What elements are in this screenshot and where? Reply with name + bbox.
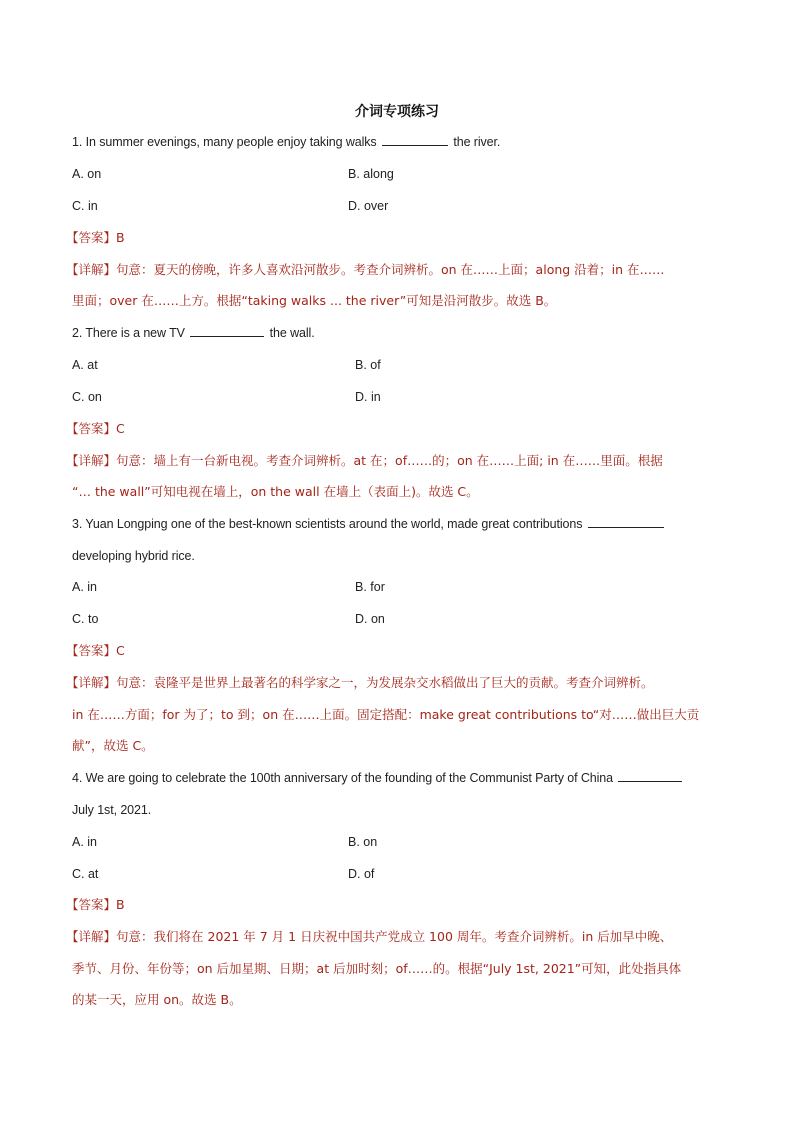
question-3-option-b: B. for — [355, 580, 385, 594]
question-3-detail-line-1 — [66, 674, 716, 692]
answer-value: C — [116, 421, 125, 436]
detail-tag: 【详解】 — [66, 675, 117, 690]
question-4-blank — [618, 769, 682, 782]
question-2-option-a: A. at — [72, 358, 98, 372]
question-2-blank — [190, 324, 264, 337]
answer-tag: 【答案】 — [66, 421, 117, 436]
detail-tag: 【详解】 — [66, 929, 117, 944]
question-4-detail-line-3: 的某一天，应用 on。故选 B。 — [72, 992, 242, 1007]
question-4-option-c: C. at — [72, 867, 99, 881]
question-1-stem — [72, 133, 732, 151]
answer-value: B — [116, 897, 125, 912]
question-4-option-d: D. of — [348, 867, 375, 881]
question-2-option-b: B. of — [355, 358, 381, 372]
page-title: 介词专项练习 — [355, 104, 439, 120]
question-4-detail-line-1 — [66, 928, 716, 946]
question-3-stem-continued: developing hybrid rice. — [72, 549, 195, 563]
question-3-answer — [66, 642, 125, 660]
question-3-blank — [588, 515, 664, 528]
question-4-answer — [66, 896, 125, 914]
question-4-option-a: A. in — [72, 835, 98, 849]
question-1-option-b: B. along — [348, 167, 394, 181]
question-1-stem-end: the river. — [449, 135, 501, 149]
detail-text: 句意：夏天的傍晚，许多人喜欢沿河散步。考查介词辨析。on 在……上面；along 沿着；in 在…… — [116, 262, 665, 277]
detail-tag: 【详解】 — [66, 453, 117, 468]
question-1-option-a: A. on — [72, 167, 102, 181]
question-1-option-d: D. over — [348, 199, 389, 213]
question-2-option-d: D. in — [355, 390, 381, 404]
question-2-detail-line-2: “… the wall”可知电视在墙上，on the wall 在墙上（表面上)。故选 C。 — [72, 484, 479, 499]
question-2-stem-text: 2. There is a new TV — [72, 326, 189, 340]
answer-value: B — [116, 230, 125, 245]
question-3-stem-text: 3. Yuan Longping one of the best-known scientists around the world, made great contributions — [72, 517, 586, 531]
question-4-stem-text: 4. We are going to celebrate the 100th anniversary of the founding of the Communist Party of China — [72, 771, 617, 785]
question-1-answer — [66, 229, 125, 247]
answer-tag: 【答案】 — [66, 897, 117, 912]
question-4-detail-line-2: 季节、月份、年份等；on 后加星期、日期；at 后加时刻；of……的。根据“July 1st, 2021”可知，此处指具体 — [72, 961, 682, 976]
question-3-detail-line-3: 献”，故选 C。 — [72, 738, 154, 753]
detail-tag: 【详解】 — [66, 262, 117, 277]
question-2-stem-end: the wall. — [266, 326, 315, 340]
question-3-detail-line-2: in 在……方面；for 为了；to 到；on 在……上面。固定搭配：make great contributions to“对……做出巨大贡 — [72, 707, 700, 722]
question-3-option-d: D. on — [355, 612, 385, 626]
question-4-stem — [72, 769, 732, 787]
question-3-option-c: C. to — [72, 612, 99, 626]
question-2-stem — [72, 324, 732, 342]
answer-value: C — [116, 643, 125, 658]
question-2-detail-line-1 — [66, 452, 716, 470]
question-2-option-c: C. on — [72, 390, 102, 404]
question-4-stem-continued: July 1st, 2021. — [72, 803, 152, 817]
answer-tag: 【答案】 — [66, 230, 117, 245]
question-1-detail-line-2: 里面；over 在……上方。根据“taking walks ... the river”可知是沿河散步。故选 B。 — [72, 293, 557, 308]
question-3-option-a: A. in — [72, 580, 98, 594]
question-1-option-c: C. in — [72, 199, 98, 213]
detail-text: 句意：袁隆平是世界上最著名的科学家之一，为发展杂交水稻做出了巨大的贡献。考查介词辨析。 — [116, 675, 654, 690]
question-1-blank — [382, 133, 448, 146]
detail-text: 句意：墙上有一台新电视。考查介词辨析。at 在；of……的；on 在……上面; in 在……里面。根据 — [116, 453, 663, 468]
detail-text: 句意：我们将在 2021 年 7 月 1 日庆祝中国共产党成立 100 周年。考查介词辨析。in 后加早中晚、 — [116, 929, 673, 944]
question-3-stem — [72, 515, 732, 533]
question-2-answer — [66, 420, 125, 438]
question-1-stem-text: 1. In summer evenings, many people enjoy taking walks — [72, 135, 380, 149]
answer-tag: 【答案】 — [66, 643, 117, 658]
question-4-option-b: B. on — [348, 835, 378, 849]
question-1-detail-line-1 — [66, 261, 716, 279]
